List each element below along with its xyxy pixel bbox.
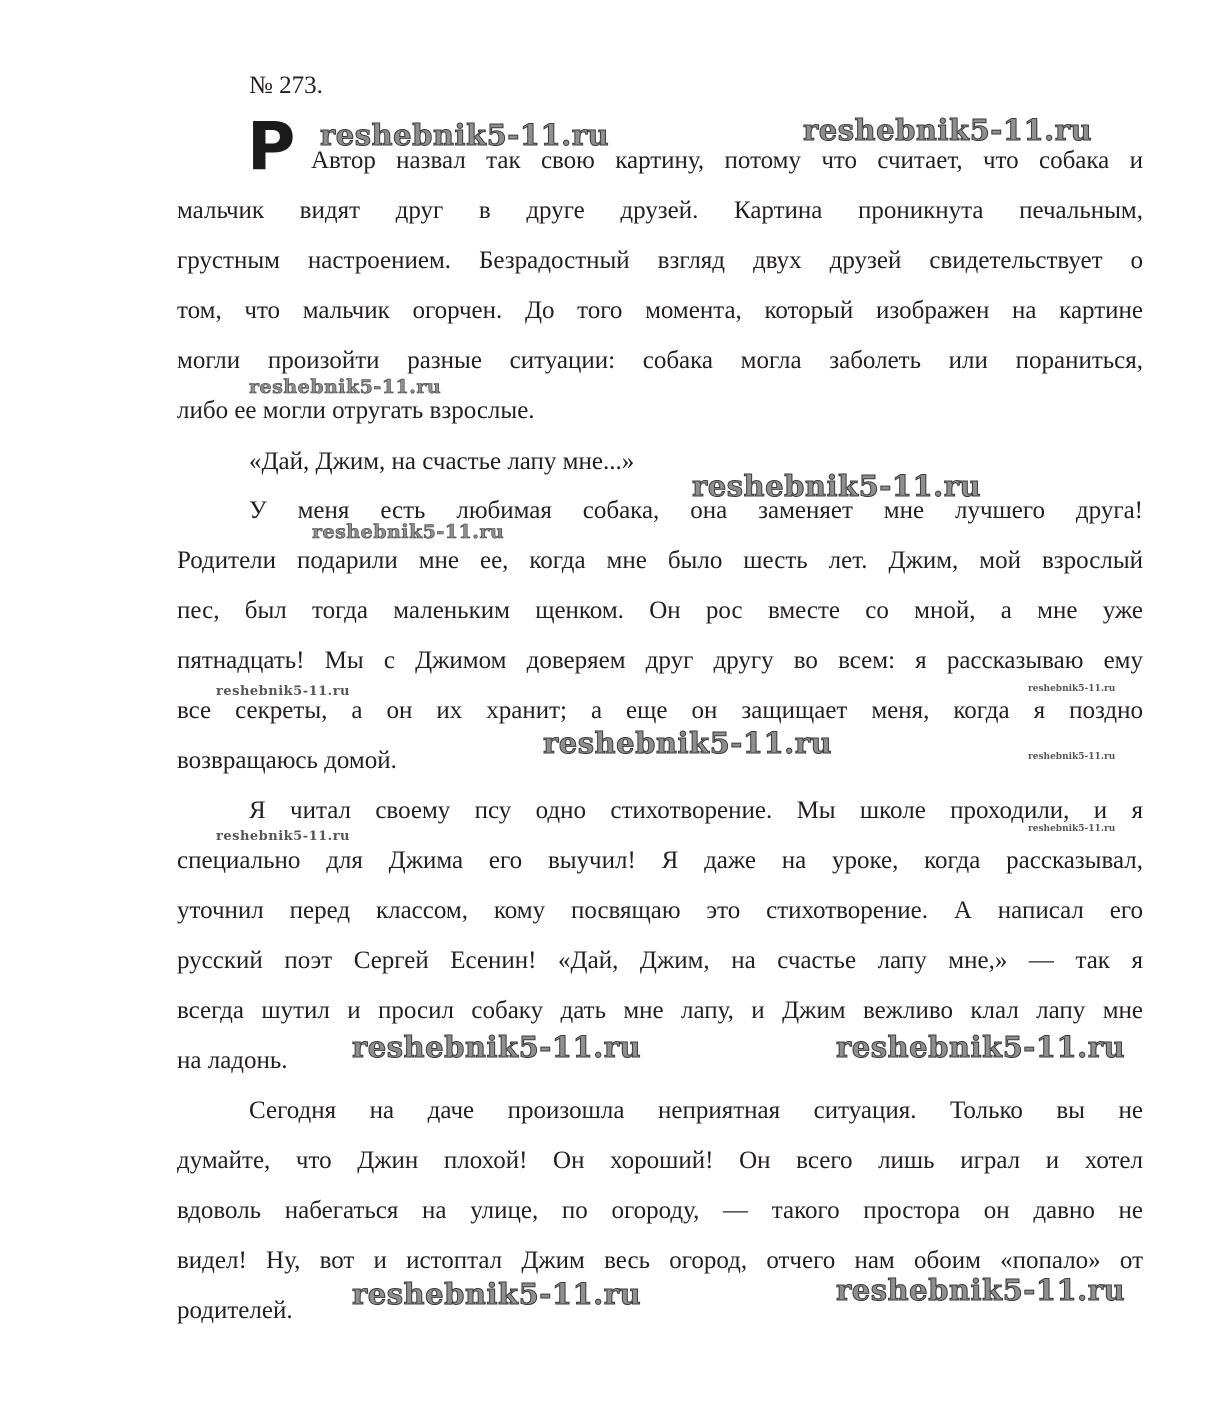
watermark: reshebnik5-11.ru	[803, 113, 1093, 147]
text-line: все секреты, а он их хранит; а еще он защищает меня, когда я поздно	[177, 697, 1143, 724]
text-line: пес, был тогда маленьким щенком. Он рос вместе со мной, а мне уже	[177, 597, 1143, 624]
watermark: reshebnik5-11.ru	[543, 726, 833, 760]
watermark: reshebnik5-11.ru	[1028, 752, 1116, 762]
watermark: reshebnik5-11.ru	[320, 118, 610, 152]
text-line: мальчик видят друг в друге друзей. Картина проникнута печальным,	[177, 197, 1143, 224]
watermark: reshebnik5-11.ru	[836, 1030, 1126, 1064]
watermark: reshebnik5-11.ru	[1028, 684, 1116, 694]
watermark: reshebnik5-11.ru	[312, 521, 505, 543]
text-line: Родители подарили мне ее, когда мне было шесть лет. Джим, мой взрослый	[177, 547, 1143, 574]
text-line: русский поэт Сергей Есенин! «Дай, Джим, на счастье лапу мне,» — так я	[177, 947, 1143, 974]
watermark: reshebnik5-11.ru	[352, 1277, 642, 1311]
watermark: reshebnik5-11.ru	[216, 684, 351, 699]
text-line: грустным настроением. Безрадостный взгляд двух друзей свидетельствует о	[177, 247, 1143, 274]
text-line: У меня есть любимая собака, она заменяет мне лучшего друга!	[249, 497, 1143, 524]
text-line: на ладонь.	[177, 1047, 288, 1074]
text-line: либо ее могли отругать взрослые.	[177, 397, 535, 424]
watermark: reshebnik5-11.ru	[216, 829, 351, 844]
text-line: вдоволь набегаться на улице, по огороду, — такого простора он давно не	[177, 1197, 1143, 1224]
text-line: Автор назвал так свою картину, потому что считает, что собака и	[311, 147, 1143, 174]
text-line: могли произойти разные ситуации: собака могла заболеть или пораниться,	[177, 347, 1143, 374]
watermark: reshebnik5-11.ru	[692, 469, 982, 503]
text-line: специально для Джима его выучил! Я даже на уроке, когда рассказывал,	[177, 847, 1143, 874]
watermark: reshebnik5-11.ru	[1028, 824, 1116, 834]
text-line: думайте, что Джин плохой! Он хороший! Он всего лишь играл и хотел	[177, 1147, 1143, 1174]
text-line: Я читал своему псу одно стихотворение. Мы школе проходили, и я	[249, 797, 1143, 824]
text-line: Сегодня на даче произошла неприятная ситуация. Только вы не	[249, 1097, 1143, 1124]
watermark: reshebnik5-11.ru	[352, 1030, 642, 1064]
text-line: возвращаюсь домой.	[177, 747, 397, 774]
text-line: уточнил перед классом, кому посвящаю это стихотворение. А написал его	[177, 897, 1143, 924]
text-line: всегда шутил и просил собаку дать мне лапу, и Джим вежливо клал лапу мне	[177, 997, 1143, 1024]
text-line: видел! Ну, вот и истоптал Джим весь огород, отчего нам обоим «попало» от	[177, 1247, 1143, 1274]
poem-quote: «Дай, Джим, на счастье лапу мне...»	[249, 448, 635, 475]
dropcap-logo: P	[247, 120, 296, 174]
watermark: reshebnik5-11.ru	[836, 1273, 1126, 1307]
text-line: пятнадцать! Мы с Джимом доверяем друг другу во всем: я рассказываю ему	[177, 647, 1143, 674]
exercise-number: № 273.	[249, 72, 323, 99]
text-line: том, что мальчик огорчен. До того момента, который изображен на картине	[177, 297, 1143, 324]
text-line: родителей.	[177, 1297, 293, 1324]
watermark: reshebnik5-11.ru	[249, 376, 442, 398]
